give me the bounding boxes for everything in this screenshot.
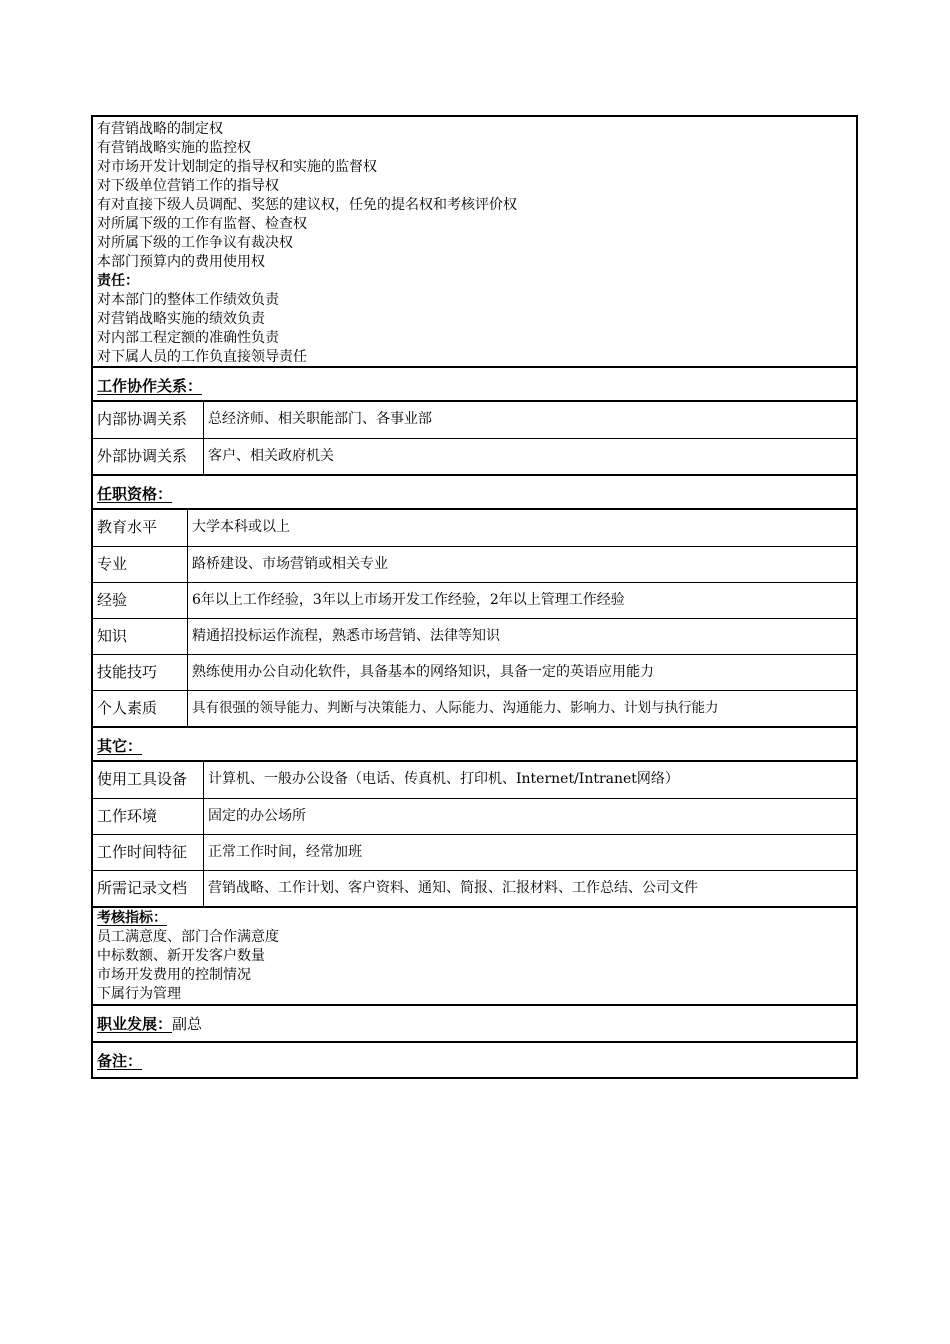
authority-line: 对所属下级的工作有监督、检查权 [97,216,307,232]
responsibility-line: 对营销战略实施的绩效负责 [97,311,265,327]
row-value: 总经济师、相关职能部门、各事业部 [208,411,432,427]
table-row [93,762,856,798]
row-key: 专业 [93,547,188,582]
authority-line: 有对直接下级人员调配、奖惩的建议权，任免的提名权和考核评价权 [97,197,517,213]
table-row [93,402,856,438]
row-key: 经验 [93,583,188,618]
table-row [93,654,856,690]
authority-line: 对市场开发计划制定的指导权和实施的监督权 [97,159,377,175]
table-row [93,582,856,618]
row-value: 6年以上工作经验，3年以上市场开发工作经验，2年以上管理工作经验 [192,592,625,608]
row-key: 知识 [93,619,188,654]
table-row [93,870,856,906]
table-row [93,438,856,474]
row-key: 工作环境 [93,799,204,834]
cooperation-rows [93,402,856,476]
row-key: 技能技巧 [93,655,188,690]
other-title: 其它： [97,737,143,755]
assessment-title-text: 考核指标： [97,910,167,926]
assessment-line: 中标数额、新开发客户数量 [97,948,265,964]
assessment-line: 市场开发费用的控制情况 [97,967,251,983]
row-value: 客户、相关政府机关 [208,448,334,464]
table-row [93,510,856,546]
assessment-section [93,908,856,1006]
row-value: 正常工作时间，经常加班 [208,844,362,860]
authority-line: 有营销战略的制定权 [97,121,223,137]
row-key: 使用工具设备 [93,762,204,798]
responsibility-line: 对下属人员的工作负直接领导责任 [97,349,307,365]
row-value: 具有很强的领导能力、判断与决策能力、人际能力、沟通能力、影响力、计划与执行能力 [192,700,719,716]
authority-line: 对下级单位营销工作的指导权 [97,178,279,194]
row-value: 路桥建设、市场营销或相关专业 [192,556,388,572]
row-key: 教育水平 [93,510,188,546]
assessment-line: 下属行为管理 [97,986,181,1002]
qualification-rows [93,510,856,728]
job-description-table [91,115,858,1079]
career-value: 副总 [172,1015,203,1033]
authority-line: 有营销战略实施的监控权 [97,140,251,156]
other-rows [93,762,856,908]
assessment-line: 员工满意度、部门合作满意度 [97,929,279,945]
cooperation-title: 工作协作关系： [97,377,203,395]
row-key: 工作时间特征 [93,835,204,870]
table-row [93,690,856,726]
row-value: 熟练使用办公自动化软件，具备基本的网络知识，具备一定的英语应用能力 [192,664,654,680]
row-value: 精通招投标运作流程，熟悉市场营销、法律等知识 [192,628,500,644]
authority-responsibility-section [93,117,856,368]
remarks-title: 备注： [97,1052,143,1070]
assessment-title [97,909,852,928]
table-row [93,834,856,870]
responsibility-title: 责任： [97,273,139,289]
table-row [93,798,856,834]
cooperation-title-row [93,368,856,402]
other-title-row [93,728,856,762]
table-row [93,618,856,654]
responsibility-line: 对内部工程定额的准确性负责 [97,330,279,346]
row-key: 外部协调关系 [93,439,204,474]
row-value: 营销战略、工作计划、客户资料、通知、简报、汇报材料、工作总结、公司文件 [208,880,698,896]
row-value: 计算机、一般办公设备（电话、传真机、打印机、Internet/Intranet网络） [208,771,679,787]
row-key: 所需记录文档 [93,871,204,906]
authority-line: 对所属下级的工作争议有裁决权 [97,235,293,251]
authority-line: 本部门预算内的费用使用权 [97,254,265,270]
responsibility-line: 对本部门的整体工作绩效负责 [97,292,279,308]
row-key: 个人素质 [93,691,188,726]
career-row [93,1006,856,1043]
row-value: 大学本科或以上 [192,519,290,535]
row-value: 固定的办公场所 [208,808,306,824]
qualification-title: 任职资格： [97,485,173,503]
row-key: 内部协调关系 [93,402,204,438]
table-row [93,546,856,582]
qualification-title-row [93,476,856,510]
career-title: 职业发展： [97,1015,173,1033]
remarks-row [93,1043,856,1077]
